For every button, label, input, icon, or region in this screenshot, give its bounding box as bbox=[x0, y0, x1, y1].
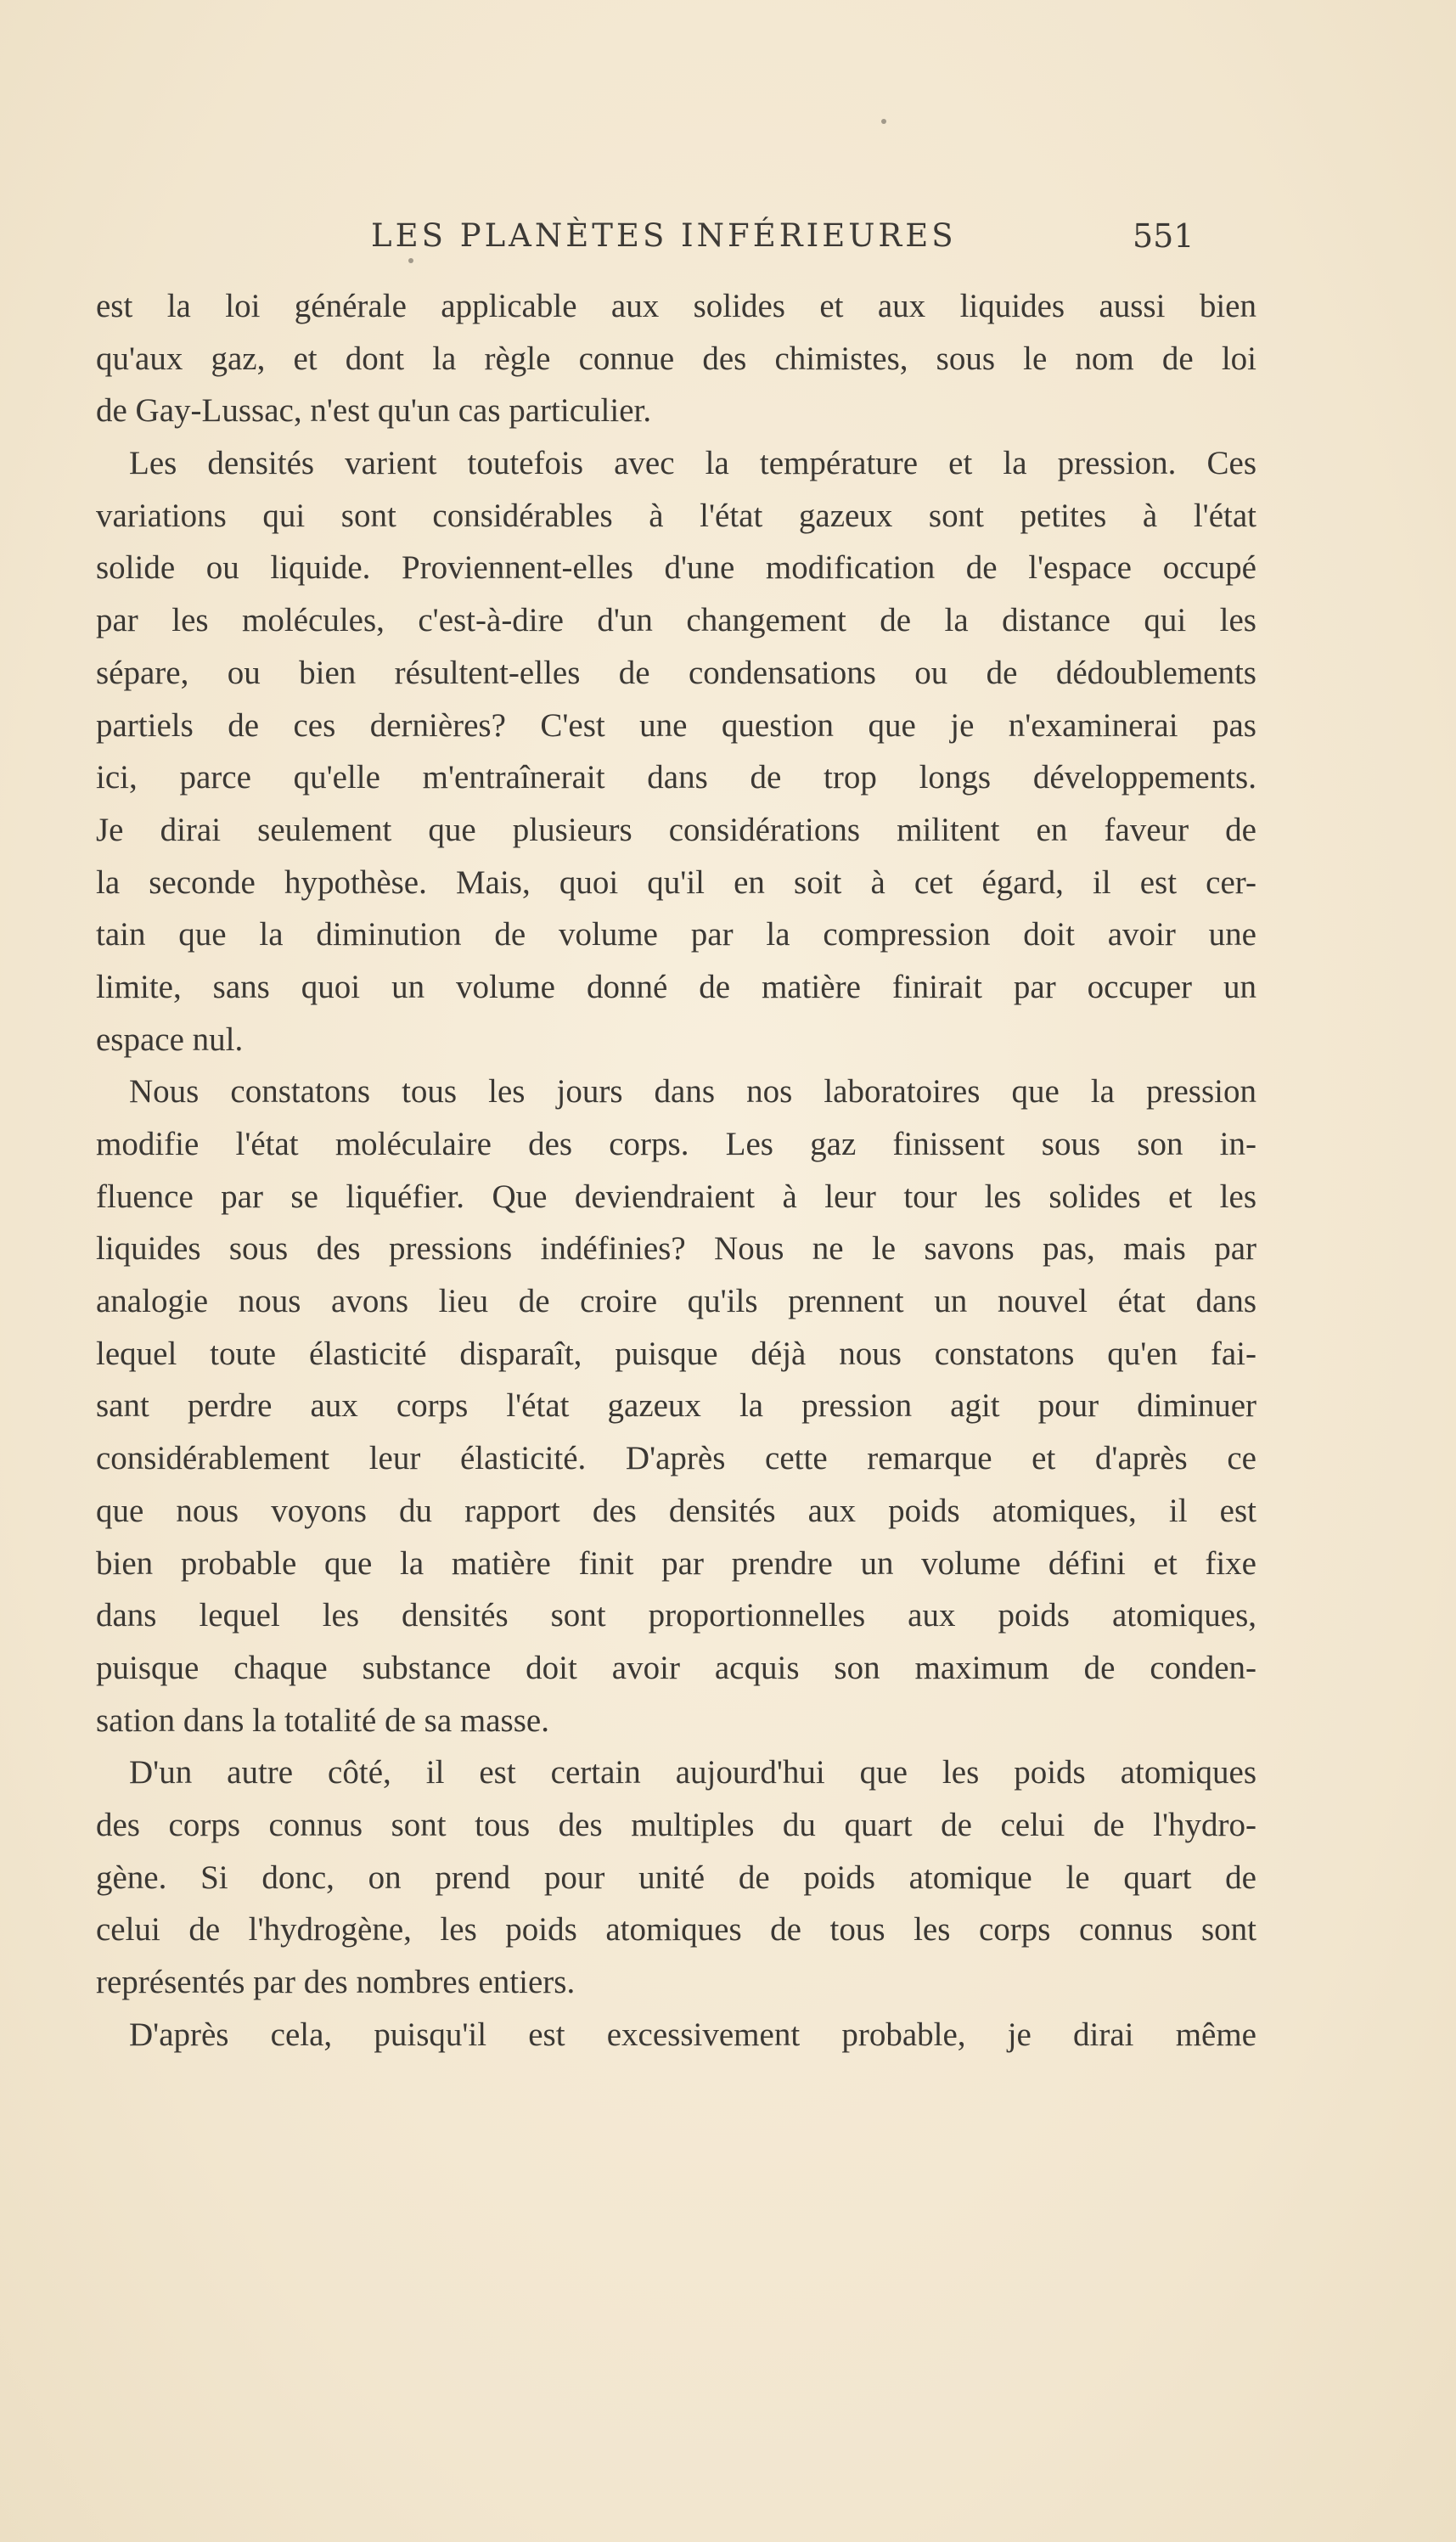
text-line: dans lequel les densités sont proportionnelles aux poids atomiques, bbox=[96, 1597, 1256, 1634]
paragraph bbox=[96, 1066, 1256, 1746]
text-line: puisque chaque substance doit avoir acquis son maximum de conden- bbox=[96, 1649, 1256, 1686]
text-line: sant perdre aux corps l'état gazeux la pression agit pour diminuer bbox=[96, 1387, 1256, 1425]
body-text bbox=[96, 280, 1256, 2061]
page-number: 551 bbox=[1133, 217, 1195, 255]
text-line: bien probable que la matière finit par prendre un volume défini et fixe bbox=[96, 1544, 1256, 1582]
text-line: ici, parce qu'elle m'entraînerait dans de trop longs développements. bbox=[96, 759, 1256, 796]
text-line: limite, sans quoi un volume donné de matière finirait par occuper un bbox=[96, 968, 1256, 1005]
text-line: Les densités varient toutefois avec la température et la pression. Ces bbox=[129, 445, 1256, 482]
paragraph bbox=[96, 1746, 1256, 2008]
text-line: solide ou liquide. Proviennent-elles d'une modification de l'espace occupé bbox=[96, 549, 1256, 587]
text-line: modifie l'état moléculaire des corps. Les gaz finissent sous son in- bbox=[96, 1126, 1256, 1162]
text-line: considérablement leur élasticité. D'après cette remarque et d'après ce bbox=[96, 1440, 1256, 1477]
text-line: tain que la diminution de volume par la compression doit avoir une bbox=[96, 916, 1256, 953]
text-line: sation dans la totalité de sa masse. bbox=[96, 1701, 549, 1739]
text-line: fluence par se liquéfier. Que deviendraient à leur tour les solides et les bbox=[96, 1178, 1256, 1215]
text-line: que nous voyons du rapport des densités aux poids atomiques, il est bbox=[96, 1492, 1256, 1529]
text-line: par les molécules, c'est-à-dire d'un changement de la distance qui les bbox=[96, 602, 1256, 639]
text-line: des corps connus sont tous des multiples du quart de celui de l'hydro- bbox=[96, 1806, 1256, 1843]
text-line: Je dirai seulement que plusieurs considérations militent en faveur de bbox=[96, 811, 1256, 848]
text-line: D'après cela, puisqu'il est excessivement probable, je dirai même bbox=[129, 2016, 1256, 2053]
text-line: de Gay-Lussac, n'est qu'un cas particulier. bbox=[96, 392, 652, 430]
text-line: est la loi générale applicable aux solides et aux liquides aussi bien bbox=[96, 288, 1256, 324]
paragraph bbox=[96, 2009, 1256, 2061]
text-line: sépare, ou bien résultent-elles de condensations ou de dédoublements bbox=[96, 654, 1256, 691]
text-line: gène. Si donc, on prend pour unité de poids atomique le quart de bbox=[96, 1859, 1256, 1896]
text-line: partiels de ces dernières? C'est une question que je n'examinerai pas bbox=[96, 706, 1256, 744]
text-line: représentés par des nombres entiers. bbox=[96, 1964, 576, 2000]
text-line: Nous constatons tous les jours dans nos laboratoires que la pression bbox=[129, 1073, 1256, 1111]
running-title: LES PLANÈTES INFÉRIEURES bbox=[371, 217, 957, 254]
text-line: la seconde hypothèse. Mais, quoi qu'il en soit à cet égard, il est cer- bbox=[96, 863, 1256, 901]
text-line: celui de l'hydrogène, les poids atomiques de tous les corps connus sont bbox=[96, 1911, 1256, 1949]
text-line: liquides sous des pressions indéfinies? Nous ne le savons pas, mais par bbox=[96, 1230, 1256, 1268]
page-header bbox=[0, 211, 1456, 262]
text-line: variations qui sont considérables à l'état gazeux sont petites à l'état bbox=[96, 497, 1256, 534]
paragraph bbox=[96, 280, 1256, 437]
speck-top bbox=[881, 119, 886, 124]
text-line: analogie nous avons lieu de croire qu'ils prennent un nouvel état dans bbox=[96, 1283, 1256, 1320]
text-line: D'un autre côté, il est certain aujourd'hui que les poids atomiques bbox=[129, 1754, 1256, 1791]
paragraph bbox=[96, 437, 1256, 1066]
text-line: lequel toute élasticité disparaît, puisque déjà nous constatons qu'en fai- bbox=[96, 1335, 1256, 1372]
text-line: espace nul. bbox=[96, 1021, 244, 1058]
text-line: qu'aux gaz, et dont la règle connue des chimistes, sous le nom de loi bbox=[96, 340, 1256, 377]
